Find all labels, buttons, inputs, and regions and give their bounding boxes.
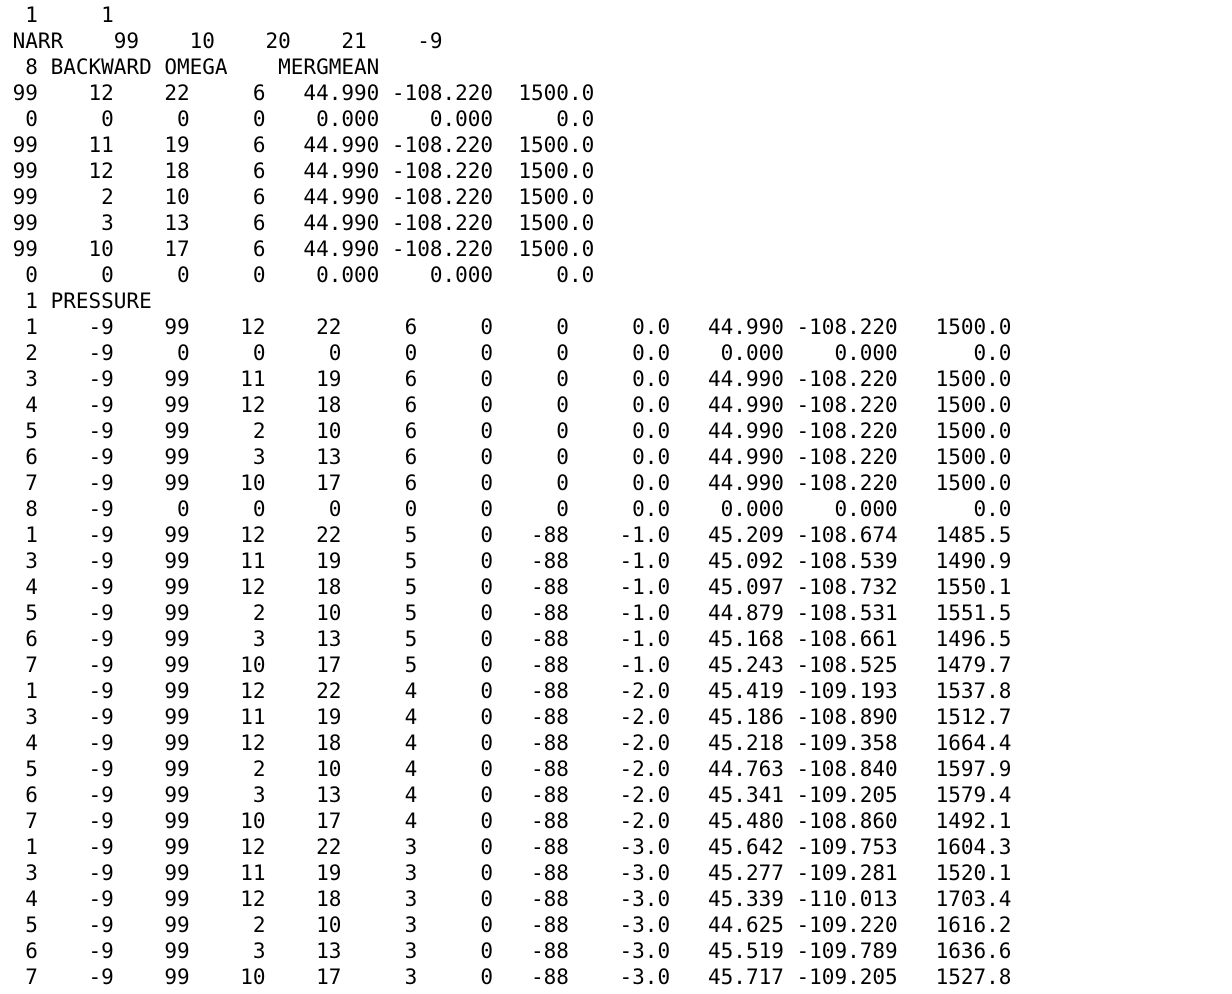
data-row: 3 -9 99 11 19 5 0 -88 -1.0 45.092 -108.539 1490.9 bbox=[0, 549, 1012, 573]
start-point-line: 0 0 0 0 0.000 0.000 0.0 bbox=[0, 107, 595, 131]
start-point-line: 0 0 0 0 0.000 0.000 0.0 bbox=[0, 263, 595, 287]
data-row: 7 -9 99 10 17 6 0 0 0.0 44.990 -108.220 1500.0 bbox=[0, 471, 1012, 495]
data-row: 7 -9 99 10 17 5 0 -88 -1.0 45.243 -108.525 1479.7 bbox=[0, 653, 1012, 677]
data-row: 1 -9 99 12 22 5 0 -88 -1.0 45.209 -108.674 1485.5 bbox=[0, 523, 1012, 547]
start-point-line: 99 10 17 6 44.990 -108.220 1500.0 bbox=[0, 237, 595, 261]
data-row: 3 -9 99 11 19 6 0 0 0.0 44.990 -108.220 1500.0 bbox=[0, 367, 1012, 391]
data-row: 5 -9 99 2 10 4 0 -88 -2.0 44.763 -108.840 1597.9 bbox=[0, 757, 1012, 781]
header-line: 1 1 bbox=[0, 3, 114, 27]
data-row: 5 -9 99 2 10 6 0 0 0.0 44.990 -108.220 1500.0 bbox=[0, 419, 1012, 443]
data-row: 6 -9 99 3 13 4 0 -88 -2.0 45.341 -109.205 1579.4 bbox=[0, 783, 1012, 807]
data-row: 3 -9 99 11 19 3 0 -88 -3.0 45.277 -109.281 1520.1 bbox=[0, 861, 1012, 885]
data-row: 5 -9 99 2 10 5 0 -88 -1.0 44.879 -108.531 1551.5 bbox=[0, 601, 1012, 625]
data-row: 1 -9 99 12 22 4 0 -88 -2.0 45.419 -109.193 1537.8 bbox=[0, 679, 1012, 703]
data-row: 4 -9 99 12 18 6 0 0 0.0 44.990 -108.220 1500.0 bbox=[0, 393, 1012, 417]
data-row: 3 -9 99 11 19 4 0 -88 -2.0 45.186 -108.890 1512.7 bbox=[0, 705, 1012, 729]
data-row: 4 -9 99 12 18 4 0 -88 -2.0 45.218 -109.358 1664.4 bbox=[0, 731, 1012, 755]
data-row: 1 -9 99 12 22 3 0 -88 -3.0 45.642 -109.753 1604.3 bbox=[0, 835, 1012, 859]
section-label: 1 PRESSURE bbox=[0, 289, 152, 313]
start-point-line: 99 11 19 6 44.990 -108.220 1500.0 bbox=[0, 133, 595, 157]
start-point-line: 99 12 22 6 44.990 -108.220 1500.0 bbox=[0, 81, 595, 105]
start-point-line: 99 12 18 6 44.990 -108.220 1500.0 bbox=[0, 159, 595, 183]
data-row: 6 -9 99 3 13 5 0 -88 -1.0 45.168 -108.661 1496.5 bbox=[0, 627, 1012, 651]
header-line: NARR 99 10 20 21 -9 bbox=[0, 29, 443, 53]
data-row: 6 -9 99 3 13 3 0 -88 -3.0 45.519 -109.789 1636.6 bbox=[0, 939, 1012, 963]
header-line: 8 BACKWARD OMEGA MERGMEAN bbox=[0, 55, 380, 79]
data-row: 2 -9 0 0 0 0 0 0 0.0 0.000 0.000 0.0 bbox=[0, 341, 1012, 365]
data-row: 7 -9 99 10 17 4 0 -88 -2.0 45.480 -108.860 1492.1 bbox=[0, 809, 1012, 833]
data-row: 8 -9 0 0 0 0 0 0 0.0 0.000 0.000 0.0 bbox=[0, 497, 1012, 521]
data-row: 6 -9 99 3 13 6 0 0 0.0 44.990 -108.220 1500.0 bbox=[0, 445, 1012, 469]
data-row: 5 -9 99 2 10 3 0 -88 -3.0 44.625 -109.220 1616.2 bbox=[0, 913, 1012, 937]
data-row: 4 -9 99 12 18 3 0 -88 -3.0 45.339 -110.013 1703.4 bbox=[0, 887, 1012, 911]
start-point-line: 99 3 13 6 44.990 -108.220 1500.0 bbox=[0, 211, 595, 235]
data-row: 1 -9 99 12 22 6 0 0 0.0 44.990 -108.220 1500.0 bbox=[0, 315, 1012, 339]
data-row: 4 -9 99 12 18 5 0 -88 -1.0 45.097 -108.732 1550.1 bbox=[0, 575, 1012, 599]
data-row: 7 -9 99 10 17 3 0 -88 -3.0 45.717 -109.205 1527.8 bbox=[0, 965, 1012, 989]
start-point-line: 99 2 10 6 44.990 -108.220 1500.0 bbox=[0, 185, 595, 209]
